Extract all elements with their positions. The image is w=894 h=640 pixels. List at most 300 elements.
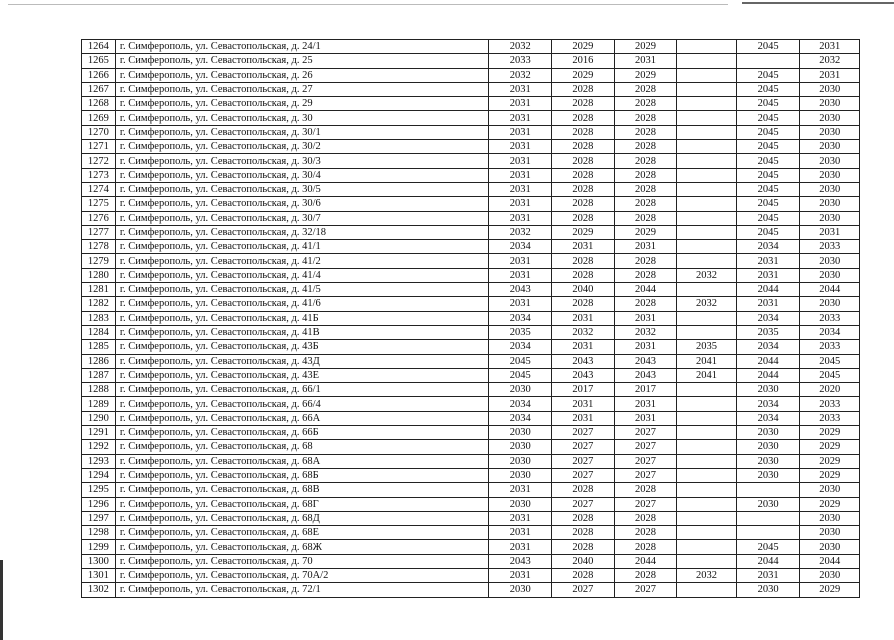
row-number: 1267 (82, 82, 116, 96)
year-cell-1: 2034 (489, 397, 552, 411)
year-cell-3: 2043 (614, 354, 677, 368)
year-cell-1: 2031 (489, 568, 552, 582)
address-cell: г. Симферополь, ул. Севастопольская, д. 66А (115, 411, 489, 425)
year-cell-5: 2044 (736, 354, 800, 368)
table-row (82, 397, 860, 411)
year-cell-5 (736, 511, 800, 525)
year-cell-6: 2030 (800, 540, 860, 554)
row-number: 1285 (82, 340, 116, 354)
year-cell-1: 2031 (489, 511, 552, 525)
address-cell: г. Симферополь, ул. Севастопольская, д. 68А (115, 454, 489, 468)
row-number: 1272 (82, 154, 116, 168)
scan-top-line (8, 4, 728, 5)
year-cell-3: 2028 (614, 140, 677, 154)
year-cell-2: 2032 (552, 325, 615, 339)
year-cell-2: 2031 (552, 397, 615, 411)
address-cell: г. Симферополь, ул. Севастопольская, д. 41/6 (115, 297, 489, 311)
address-cell: г. Симферополь, ул. Севастопольская, д. 66Б (115, 426, 489, 440)
row-number: 1268 (82, 97, 116, 111)
year-cell-3: 2028 (614, 125, 677, 139)
year-cell-2: 2028 (552, 211, 615, 225)
year-cell-4 (677, 468, 737, 482)
row-number: 1280 (82, 268, 116, 282)
year-cell-4 (677, 182, 737, 196)
year-cell-5 (736, 54, 800, 68)
year-cell-1: 2031 (489, 540, 552, 554)
year-cell-2: 2016 (552, 54, 615, 68)
table-row (82, 526, 860, 540)
year-cell-2: 2031 (552, 411, 615, 425)
year-cell-4 (677, 397, 737, 411)
year-cell-5: 2045 (736, 182, 800, 196)
year-cell-3: 2028 (614, 211, 677, 225)
address-cell: г. Симферополь, ул. Севастопольская, д. 68Б (115, 468, 489, 482)
row-number: 1297 (82, 511, 116, 525)
year-cell-3: 2028 (614, 526, 677, 540)
year-cell-2: 2028 (552, 540, 615, 554)
row-number: 1269 (82, 111, 116, 125)
year-cell-4 (677, 497, 737, 511)
year-cell-3: 2028 (614, 182, 677, 196)
scan-top-line-right (742, 2, 894, 4)
year-cell-1: 2043 (489, 283, 552, 297)
schedule-table (81, 39, 860, 598)
table-row (82, 311, 860, 325)
row-number: 1265 (82, 54, 116, 68)
year-cell-2: 2028 (552, 297, 615, 311)
year-cell-2: 2028 (552, 168, 615, 182)
row-number: 1292 (82, 440, 116, 454)
year-cell-6: 2030 (800, 254, 860, 268)
table-row (82, 211, 860, 225)
address-cell: г. Симферополь, ул. Севастопольская, д. 30/1 (115, 125, 489, 139)
year-cell-6: 2030 (800, 268, 860, 282)
year-cell-2: 2028 (552, 483, 615, 497)
row-number: 1283 (82, 311, 116, 325)
year-cell-3: 2028 (614, 297, 677, 311)
address-cell: г. Симферополь, ул. Севастопольская, д. 27 (115, 82, 489, 96)
year-cell-3: 2027 (614, 497, 677, 511)
table-row (82, 454, 860, 468)
year-cell-5: 2045 (736, 197, 800, 211)
year-cell-3: 2028 (614, 483, 677, 497)
year-cell-3: 2028 (614, 168, 677, 182)
year-cell-6: 2044 (800, 283, 860, 297)
address-cell: г. Симферополь, ул. Севастопольская, д. 30/5 (115, 182, 489, 196)
year-cell-5: 2045 (736, 111, 800, 125)
year-cell-6: 2045 (800, 368, 860, 382)
address-cell: г. Симферополь, ул. Севастопольская, д. 68Е (115, 526, 489, 540)
year-cell-1: 2035 (489, 325, 552, 339)
year-cell-4 (677, 97, 737, 111)
year-cell-1: 2031 (489, 268, 552, 282)
table-row (82, 440, 860, 454)
year-cell-6: 2029 (800, 440, 860, 454)
table-row (82, 283, 860, 297)
row-number: 1296 (82, 497, 116, 511)
row-number: 1266 (82, 68, 116, 82)
year-cell-4 (677, 82, 737, 96)
year-cell-6: 2030 (800, 111, 860, 125)
year-cell-5: 2034 (736, 411, 800, 425)
year-cell-4 (677, 325, 737, 339)
address-cell: г. Симферополь, ул. Севастопольская, д. 66/1 (115, 383, 489, 397)
year-cell-4 (677, 197, 737, 211)
year-cell-1: 2032 (489, 225, 552, 239)
row-number: 1290 (82, 411, 116, 425)
year-cell-4: 2041 (677, 368, 737, 382)
address-cell: г. Симферополь, ул. Севастопольская, д. 41В (115, 325, 489, 339)
year-cell-6: 2030 (800, 97, 860, 111)
row-number: 1288 (82, 383, 116, 397)
address-cell: г. Симферополь, ул. Севастопольская, д. 41/2 (115, 254, 489, 268)
year-cell-4 (677, 254, 737, 268)
year-cell-6: 2045 (800, 354, 860, 368)
year-cell-3: 2029 (614, 40, 677, 54)
year-cell-6: 2030 (800, 511, 860, 525)
year-cell-2: 2027 (552, 583, 615, 597)
table-row (82, 297, 860, 311)
year-cell-1: 2030 (489, 497, 552, 511)
year-cell-2: 2043 (552, 368, 615, 382)
year-cell-2: 2040 (552, 554, 615, 568)
table-row (82, 182, 860, 196)
year-cell-1: 2032 (489, 40, 552, 54)
year-cell-3: 2029 (614, 225, 677, 239)
year-cell-2: 2017 (552, 383, 615, 397)
row-number: 1278 (82, 240, 116, 254)
year-cell-1: 2045 (489, 354, 552, 368)
year-cell-6: 2034 (800, 325, 860, 339)
year-cell-6: 2030 (800, 168, 860, 182)
table-row (82, 554, 860, 568)
scan-left-edge (0, 560, 3, 640)
year-cell-2: 2031 (552, 240, 615, 254)
table-row (82, 540, 860, 554)
table-row (82, 368, 860, 382)
address-cell: г. Симферополь, ул. Севастопольская, д. 30/6 (115, 197, 489, 211)
row-number: 1302 (82, 583, 116, 597)
year-cell-3: 2027 (614, 440, 677, 454)
year-cell-2: 2027 (552, 454, 615, 468)
year-cell-5: 2034 (736, 340, 800, 354)
address-cell: г. Симферополь, ул. Севастопольская, д. 41/1 (115, 240, 489, 254)
year-cell-1: 2030 (489, 383, 552, 397)
address-cell: г. Симферополь, ул. Севастопольская, д. 43Е (115, 368, 489, 382)
table-row (82, 568, 860, 582)
table-row (82, 240, 860, 254)
year-cell-1: 2034 (489, 340, 552, 354)
year-cell-1: 2032 (489, 68, 552, 82)
year-cell-5: 2031 (736, 268, 800, 282)
year-cell-1: 2031 (489, 483, 552, 497)
year-cell-4 (677, 125, 737, 139)
year-cell-6: 2029 (800, 468, 860, 482)
table-row (82, 125, 860, 139)
year-cell-6: 2031 (800, 225, 860, 239)
row-number: 1298 (82, 526, 116, 540)
year-cell-1: 2045 (489, 368, 552, 382)
table-row (82, 154, 860, 168)
table-row (82, 340, 860, 354)
year-cell-2: 2029 (552, 40, 615, 54)
year-cell-1: 2030 (489, 440, 552, 454)
year-cell-3: 2031 (614, 397, 677, 411)
row-number: 1273 (82, 168, 116, 182)
address-cell: г. Симферополь, ул. Севастопольская, д. 24/1 (115, 40, 489, 54)
row-number: 1299 (82, 540, 116, 554)
year-cell-6: 2029 (800, 583, 860, 597)
row-number: 1264 (82, 40, 116, 54)
year-cell-5: 2031 (736, 254, 800, 268)
year-cell-4 (677, 54, 737, 68)
year-cell-6: 2030 (800, 125, 860, 139)
year-cell-4 (677, 154, 737, 168)
table-row (82, 40, 860, 54)
year-cell-4 (677, 583, 737, 597)
row-number: 1300 (82, 554, 116, 568)
address-cell: г. Симферополь, ул. Севастопольская, д. 70 (115, 554, 489, 568)
table-row (82, 468, 860, 482)
row-number: 1281 (82, 283, 116, 297)
year-cell-3: 2028 (614, 197, 677, 211)
table-row (82, 168, 860, 182)
year-cell-2: 2028 (552, 125, 615, 139)
table-row (82, 325, 860, 339)
row-number: 1291 (82, 426, 116, 440)
year-cell-6: 2044 (800, 554, 860, 568)
year-cell-5: 2030 (736, 383, 800, 397)
year-cell-1: 2034 (489, 311, 552, 325)
year-cell-2: 2027 (552, 468, 615, 482)
year-cell-4 (677, 511, 737, 525)
row-number: 1293 (82, 454, 116, 468)
year-cell-5: 2045 (736, 125, 800, 139)
address-cell: г. Симферополь, ул. Севастопольская, д. 43Б (115, 340, 489, 354)
year-cell-3: 2031 (614, 240, 677, 254)
year-cell-2: 2028 (552, 82, 615, 96)
address-cell: г. Симферополь, ул. Севастопольская, д. 68Д (115, 511, 489, 525)
year-cell-3: 2017 (614, 383, 677, 397)
row-number: 1286 (82, 354, 116, 368)
year-cell-2: 2028 (552, 526, 615, 540)
year-cell-5: 2030 (736, 426, 800, 440)
year-cell-6: 2033 (800, 340, 860, 354)
year-cell-3: 2043 (614, 368, 677, 382)
table-row (82, 111, 860, 125)
year-cell-6: 2033 (800, 411, 860, 425)
table-row (82, 583, 860, 597)
year-cell-6: 2031 (800, 68, 860, 82)
year-cell-6: 2030 (800, 211, 860, 225)
year-cell-6: 2029 (800, 497, 860, 511)
year-cell-6: 2030 (800, 197, 860, 211)
year-cell-4 (677, 40, 737, 54)
row-number: 1282 (82, 297, 116, 311)
year-cell-5: 2045 (736, 68, 800, 82)
year-cell-4 (677, 554, 737, 568)
address-cell: г. Симферополь, ул. Севастопольская, д. 41Б (115, 311, 489, 325)
address-cell: г. Симферополь, ул. Севастопольская, д. 30/7 (115, 211, 489, 225)
row-number: 1275 (82, 197, 116, 211)
year-cell-6: 2030 (800, 483, 860, 497)
year-cell-4 (677, 426, 737, 440)
address-cell: г. Симферополь, ул. Севастопольская, д. 66/4 (115, 397, 489, 411)
year-cell-2: 2027 (552, 440, 615, 454)
address-cell: г. Симферополь, ул. Севастопольская, д. 25 (115, 54, 489, 68)
table-row (82, 140, 860, 154)
table-row (82, 197, 860, 211)
year-cell-3: 2044 (614, 554, 677, 568)
row-number: 1284 (82, 325, 116, 339)
year-cell-4 (677, 311, 737, 325)
year-cell-2: 2028 (552, 511, 615, 525)
row-number: 1276 (82, 211, 116, 225)
table-row (82, 82, 860, 96)
address-cell: г. Симферополь, ул. Севастопольская, д. 68 (115, 440, 489, 454)
year-cell-5: 2045 (736, 154, 800, 168)
row-number: 1274 (82, 182, 116, 196)
table-row (82, 426, 860, 440)
year-cell-5: 2030 (736, 468, 800, 482)
year-cell-1: 2031 (489, 82, 552, 96)
year-cell-6: 2030 (800, 154, 860, 168)
address-cell: г. Симферополь, ул. Севастопольская, д. 29 (115, 97, 489, 111)
table-row (82, 383, 860, 397)
year-cell-6: 2029 (800, 426, 860, 440)
year-cell-3: 2027 (614, 454, 677, 468)
row-number: 1301 (82, 568, 116, 582)
year-cell-2: 2028 (552, 111, 615, 125)
year-cell-3: 2028 (614, 254, 677, 268)
year-cell-3: 2031 (614, 340, 677, 354)
year-cell-1: 2031 (489, 526, 552, 540)
year-cell-2: 2028 (552, 140, 615, 154)
year-cell-4 (677, 68, 737, 82)
table-row (82, 511, 860, 525)
year-cell-1: 2030 (489, 583, 552, 597)
year-cell-6: 2032 (800, 54, 860, 68)
address-cell: г. Симферополь, ул. Севастопольская, д. 43Д (115, 354, 489, 368)
address-cell: г. Симферополь, ул. Севастопольская, д. 41/5 (115, 283, 489, 297)
year-cell-6: 2030 (800, 182, 860, 196)
year-cell-4 (677, 211, 737, 225)
year-cell-3: 2027 (614, 468, 677, 482)
year-cell-2: 2028 (552, 254, 615, 268)
year-cell-4: 2032 (677, 297, 737, 311)
row-number: 1271 (82, 140, 116, 154)
year-cell-1: 2031 (489, 111, 552, 125)
year-cell-4 (677, 540, 737, 554)
year-cell-2: 2029 (552, 68, 615, 82)
address-cell: г. Симферополь, ул. Севастопольская, д. 41/4 (115, 268, 489, 282)
year-cell-5: 2045 (736, 82, 800, 96)
year-cell-5: 2045 (736, 40, 800, 54)
year-cell-6: 2020 (800, 383, 860, 397)
year-cell-5 (736, 526, 800, 540)
address-cell: г. Симферополь, ул. Севастопольская, д. 68В (115, 483, 489, 497)
year-cell-5: 2030 (736, 440, 800, 454)
table-row (82, 483, 860, 497)
year-cell-4 (677, 225, 737, 239)
year-cell-4 (677, 383, 737, 397)
row-number: 1279 (82, 254, 116, 268)
year-cell-4 (677, 483, 737, 497)
year-cell-2: 2028 (552, 568, 615, 582)
year-cell-1: 2031 (489, 97, 552, 111)
table-row (82, 97, 860, 111)
year-cell-4 (677, 111, 737, 125)
year-cell-4: 2035 (677, 340, 737, 354)
address-cell: г. Симферополь, ул. Севастопольская, д. 30 (115, 111, 489, 125)
row-number: 1270 (82, 125, 116, 139)
year-cell-3: 2028 (614, 154, 677, 168)
year-cell-3: 2031 (614, 311, 677, 325)
year-cell-5: 2034 (736, 311, 800, 325)
year-cell-5: 2030 (736, 497, 800, 511)
year-cell-5: 2034 (736, 240, 800, 254)
year-cell-6: 2033 (800, 240, 860, 254)
year-cell-1: 2031 (489, 197, 552, 211)
year-cell-6: 2030 (800, 568, 860, 582)
year-cell-4 (677, 440, 737, 454)
year-cell-2: 2028 (552, 197, 615, 211)
year-cell-1: 2031 (489, 297, 552, 311)
year-cell-4 (677, 140, 737, 154)
year-cell-4 (677, 526, 737, 540)
year-cell-2: 2027 (552, 497, 615, 511)
year-cell-2: 2028 (552, 182, 615, 196)
year-cell-5 (736, 483, 800, 497)
year-cell-5: 2030 (736, 583, 800, 597)
year-cell-1: 2034 (489, 240, 552, 254)
table-row (82, 411, 860, 425)
address-cell: г. Симферополь, ул. Севастопольская, д. 68Ж (115, 540, 489, 554)
table-row (82, 354, 860, 368)
address-cell: г. Симферополь, ул. Севастопольская, д. 32/18 (115, 225, 489, 239)
table-body (82, 40, 860, 598)
year-cell-2: 2031 (552, 311, 615, 325)
year-cell-1: 2031 (489, 140, 552, 154)
year-cell-6: 2029 (800, 454, 860, 468)
row-number: 1287 (82, 368, 116, 382)
year-cell-6: 2030 (800, 140, 860, 154)
year-cell-2: 2027 (552, 426, 615, 440)
year-cell-6: 2033 (800, 397, 860, 411)
row-number: 1289 (82, 397, 116, 411)
year-cell-5: 2045 (736, 168, 800, 182)
year-cell-6: 2030 (800, 297, 860, 311)
year-cell-1: 2031 (489, 168, 552, 182)
year-cell-6: 2030 (800, 526, 860, 540)
year-cell-3: 2028 (614, 97, 677, 111)
year-cell-6: 2030 (800, 82, 860, 96)
year-cell-4 (677, 283, 737, 297)
address-cell: г. Симферополь, ул. Севастопольская, д. 30/2 (115, 140, 489, 154)
year-cell-3: 2028 (614, 111, 677, 125)
year-cell-4 (677, 454, 737, 468)
year-cell-3: 2028 (614, 540, 677, 554)
year-cell-3: 2029 (614, 68, 677, 82)
year-cell-1: 2030 (489, 454, 552, 468)
year-cell-3: 2031 (614, 411, 677, 425)
row-number: 1294 (82, 468, 116, 482)
year-cell-1: 2031 (489, 182, 552, 196)
year-cell-3: 2028 (614, 268, 677, 282)
address-cell: г. Симферополь, ул. Севастопольская, д. 26 (115, 68, 489, 82)
year-cell-5: 2030 (736, 454, 800, 468)
year-cell-4: 2032 (677, 568, 737, 582)
